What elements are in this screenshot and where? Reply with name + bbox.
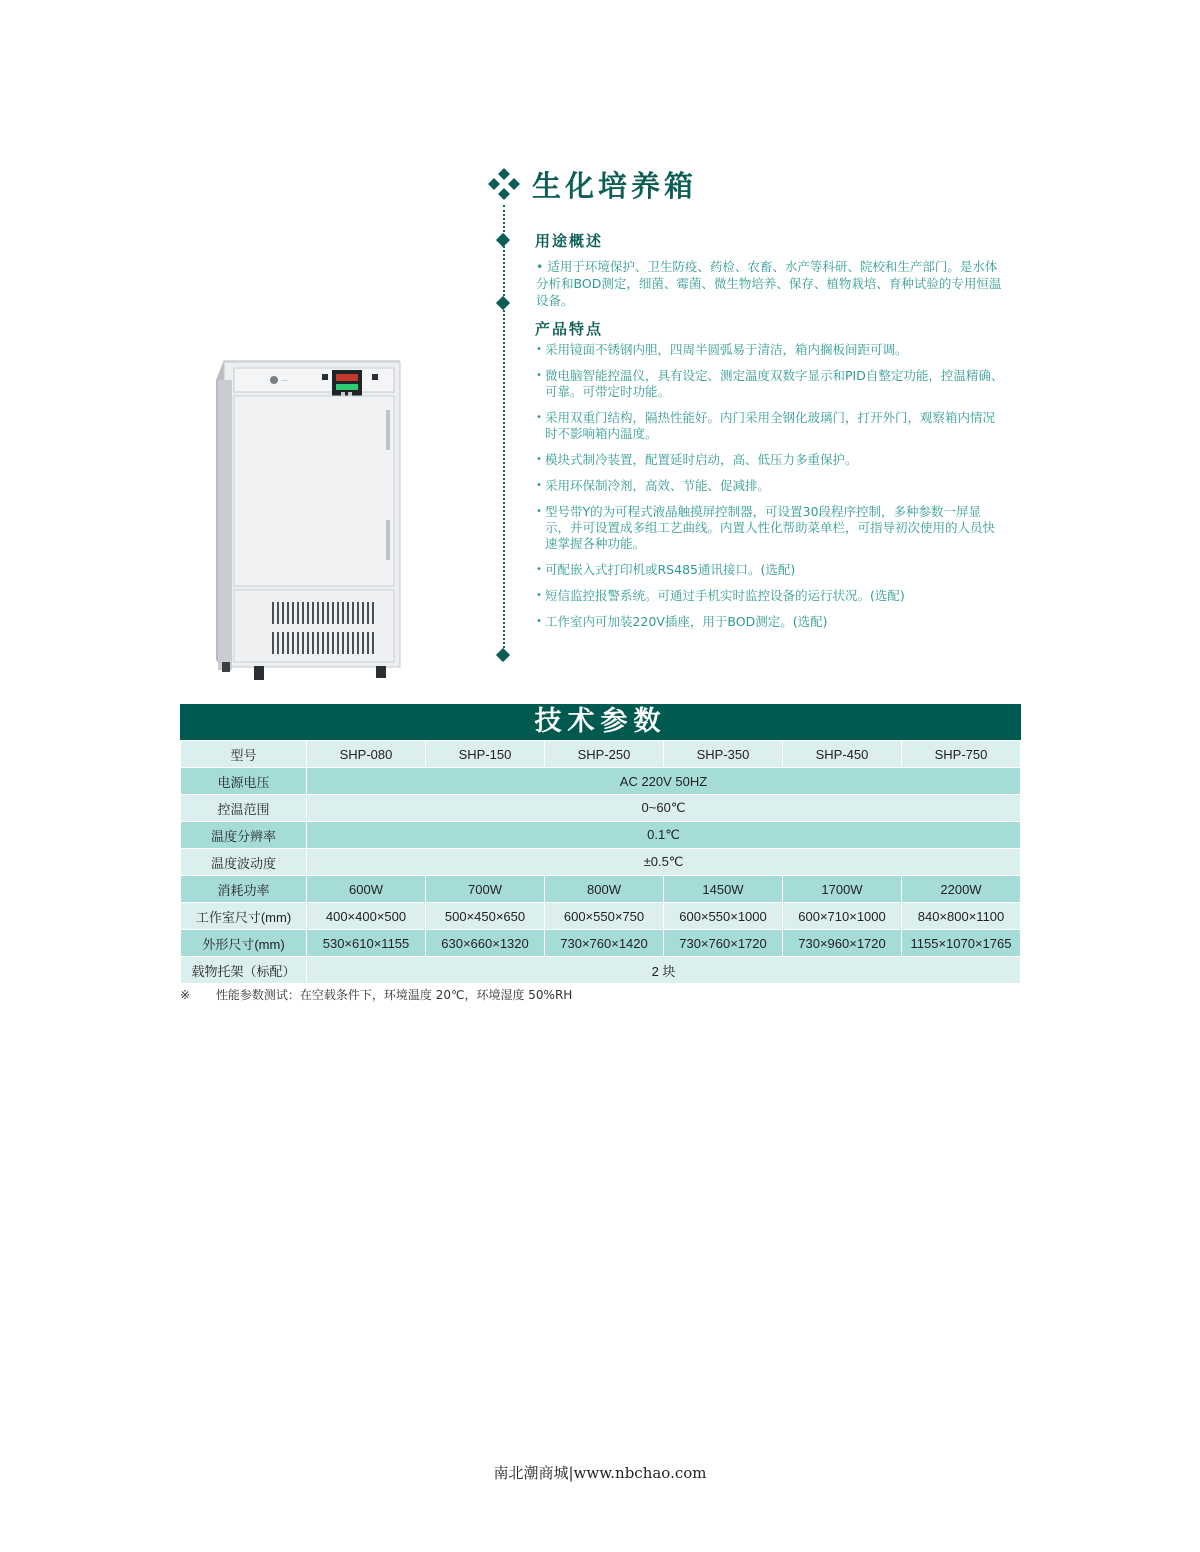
table-cell: AC 220V 50HZ xyxy=(307,768,1021,795)
table-cell: 630×660×1320 xyxy=(426,930,545,957)
table-row xyxy=(181,903,1021,930)
table-row xyxy=(181,768,1021,795)
product-title-row xyxy=(484,162,697,206)
row-label: 工作室尺寸(mm) xyxy=(181,903,307,930)
model-cell: SHP-250 xyxy=(545,741,664,768)
model-cell: SHP-450 xyxy=(783,741,902,768)
model-cell: SHP-750 xyxy=(902,741,1021,768)
model-cell: SHP-350 xyxy=(664,741,783,768)
table-cell: 600×550×750 xyxy=(545,903,664,930)
usage-heading: 用途概述 xyxy=(535,232,604,250)
svg-text:···: ··· xyxy=(282,378,288,385)
table-row xyxy=(181,795,1021,822)
row-label: 电源电压 xyxy=(181,768,307,795)
table-cell: 600×710×1000 xyxy=(783,903,902,930)
row-label: 外形尺寸(mm) xyxy=(181,930,307,957)
model-cell: SHP-150 xyxy=(426,741,545,768)
row-label: 载物托架（标配） xyxy=(181,957,307,984)
table-cell: 1450W xyxy=(664,876,783,903)
table-cell: 730×960×1720 xyxy=(783,930,902,957)
spec-table xyxy=(180,740,1021,984)
table-cell: 700W xyxy=(426,876,545,903)
table-row xyxy=(181,957,1021,984)
section-guide-line xyxy=(503,205,505,652)
guide-diamond-icon xyxy=(496,648,510,662)
table-cell: 1155×1070×1765 xyxy=(902,930,1021,957)
feature-item: • 工作室内可加装220V插座，用于BOD测定。(选配) xyxy=(536,614,1006,630)
footnote-text: 性能参数测试：在空载条件下，环境温度 20℃，环境湿度 50%RH xyxy=(215,988,573,1002)
table-row xyxy=(181,876,1021,903)
features-heading: 产品特点 xyxy=(535,320,604,338)
table-row xyxy=(181,822,1021,849)
feature-item: • 可配嵌入式打印机或RS485通讯接口。(选配) xyxy=(536,562,1006,578)
feature-item: • 模块式制冷装置，配置延时启动，高、低压力多重保护。 xyxy=(536,452,1006,468)
guide-diamond-icon xyxy=(496,296,510,310)
table-cell: 530×610×1155 xyxy=(307,930,426,957)
diamond-cluster-icon xyxy=(484,164,524,204)
feature-item: • 短信监控报警系统。可通过手机实时监控设备的运行状况。(选配) xyxy=(536,588,1006,604)
feature-item: • 采用双重门结构，隔热性能好。内门采用全钢化玻璃门，打开外门，观察箱内情况时不影响箱内温度。 xyxy=(536,410,1006,442)
model-cell: SHP-080 xyxy=(307,741,426,768)
row-label: 消耗功率 xyxy=(181,876,307,903)
feature-item: • 微电脑智能控温仪，具有设定、测定温度双数字显示和PID自整定功能，控温精确、可靠。可带定时功能。 xyxy=(536,368,1006,400)
table-row xyxy=(181,741,1021,768)
table-cell: 0.1℃ xyxy=(307,822,1021,849)
table-cell: 1700W xyxy=(783,876,902,903)
table-cell: 600×550×1000 xyxy=(664,903,783,930)
table-cell: 400×400×500 xyxy=(307,903,426,930)
table-cell: 600W xyxy=(307,876,426,903)
row-label: 控温范围 xyxy=(181,795,307,822)
table-cell: 840×800×1100 xyxy=(902,903,1021,930)
table-cell: 2200W xyxy=(902,876,1021,903)
spec-heading: 技术参数 xyxy=(180,704,1021,740)
row-label: 型号 xyxy=(181,741,307,768)
usage-text: • 适用于环境保护、卫生防疫、药检、农畜、水产等科研、院校和生产部门。是水体分析和BOD测定，细菌、霉菌、微生物培养、保存、植物栽培、育种试验的专用恒温设备。 xyxy=(536,259,1002,308)
footnote-mark: ※ xyxy=(180,988,191,1002)
guide-diamond-icon xyxy=(496,233,510,247)
incubator-product-image xyxy=(210,340,410,690)
table-cell: 2 块 xyxy=(307,957,1021,984)
row-label: 温度分辨率 xyxy=(181,822,307,849)
row-label: 温度波动度 xyxy=(181,849,307,876)
table-cell: 0~60℃ xyxy=(307,795,1021,822)
table-cell: 800W xyxy=(545,876,664,903)
feature-item: • 型号带Y的为可程式液晶触摸屏控制器，可设置30段程序控制，多种参数一屏显示，并可设置成多组工艺曲线。内置人性化帮助菜单栏，可指导初次使用的人员快速掌握各种功能。 xyxy=(536,504,1006,552)
footer-site-link[interactable]: 南北潮商城|www.nbchao.com xyxy=(493,1464,707,1482)
table-cell: 730×760×1720 xyxy=(664,930,783,957)
features-list xyxy=(536,342,1006,640)
footnote xyxy=(180,986,572,1003)
table-cell: ±0.5℃ xyxy=(307,849,1021,876)
table-row xyxy=(181,849,1021,876)
product-title: 生化培养箱 xyxy=(532,168,698,203)
table-cell: 500×450×650 xyxy=(426,903,545,930)
table-cell: 730×760×1420 xyxy=(545,930,664,957)
feature-item: • 采用环保制冷剂，高效、节能、促减排。 xyxy=(536,478,1006,494)
feature-item: • 采用镜面不锈钢内胆，四周半圆弧易于清洁，箱内搁板间距可调。 xyxy=(536,342,1006,358)
table-row xyxy=(181,930,1021,957)
